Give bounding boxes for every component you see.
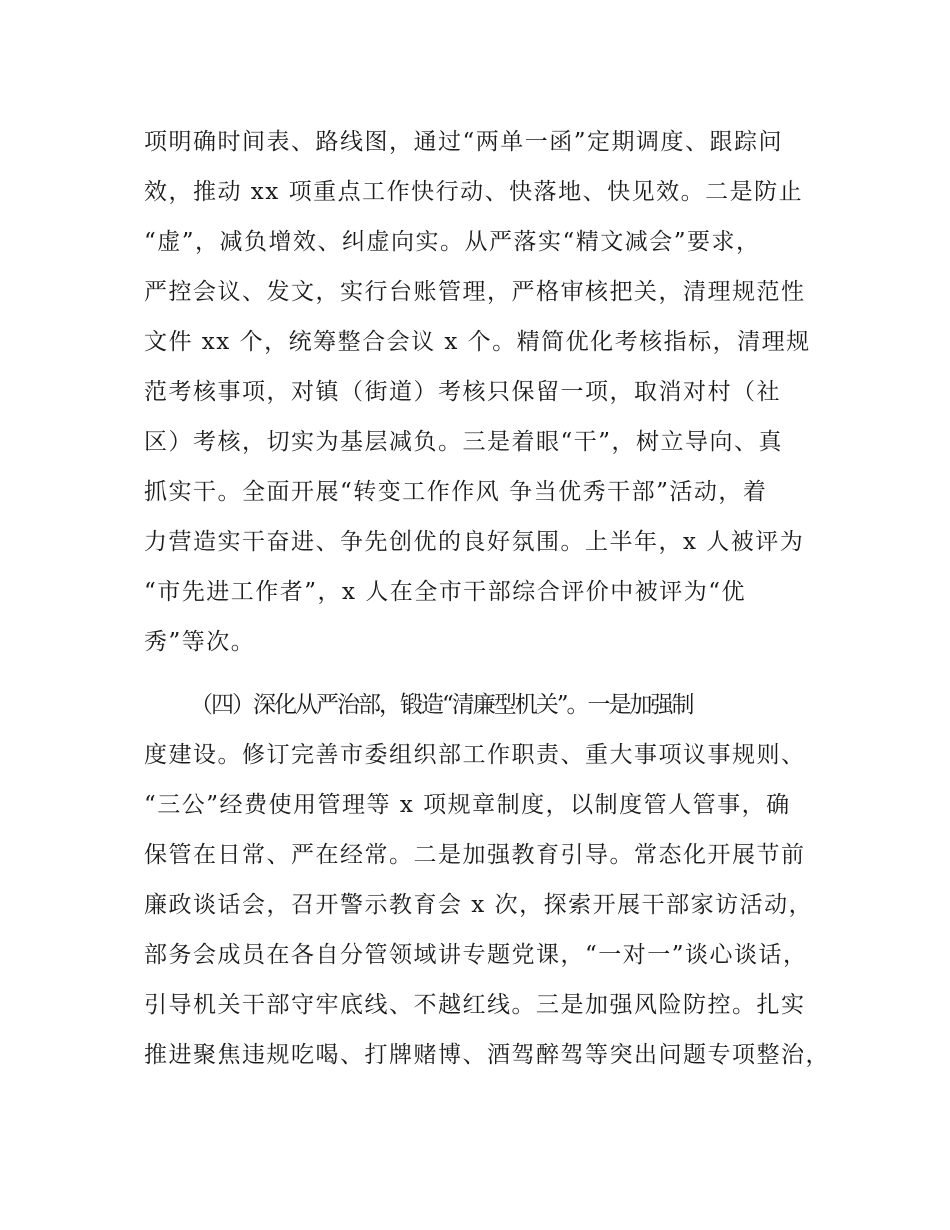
paragraph-1-line-2: 效，推动 xx 项重点工作快行动、快落地、快见效。二是防止 <box>144 179 804 205</box>
paragraph-1-line-7: 区）考核，切实为基层减负。三是着眼“干”，树立导向、真 <box>144 429 784 455</box>
paragraph-1-line-9: 力营造实干奋进、争先创优的良好氛围。上半年，x 人被评为 <box>144 529 805 555</box>
paragraph-2-line-5: 廉政谈话会，召开警示教育会 x 次，探索开展干部家访活动， <box>144 892 814 918</box>
paragraph-2-line-4: 保管在日常、严在经常。二是加强教育引导。常态化开展节前 <box>144 842 806 868</box>
paragraph-2-line-8: 推进聚焦违规吃喝、打牌赌博、酒驾醉驾等突出问题专项整治， <box>144 1042 830 1068</box>
paragraph-2-line-3: “三公”经费使用管理等 x 项规章制度，以制度管人管事，确 <box>144 792 791 818</box>
paragraph-1-line-11: 秀”等次。 <box>144 629 256 655</box>
paragraph-1-line-6: 范考核事项，对镇（街道）考核只保留一项，取消对村（社 <box>144 379 781 405</box>
paragraph-1-line-4: 严控会议、发文，实行台账管理，严格审核把关，清理规范性 <box>144 279 806 305</box>
paragraph-2-line-1: （四）深化从严治部，锻造“清廉型机关”。一是加强制 <box>190 692 693 718</box>
paragraph-2-line-6: 部务会成员在各自分管领域讲专题党课，“一对一”谈心谈话， <box>144 942 808 968</box>
paragraph-1-line-8: 抓实干。全面开展“转变工作作风 争当优秀干部”活动，着 <box>144 479 768 505</box>
paragraph-1-line-5: 文件 xx 个，统筹整合会议 x 个。精简优化考核指标，清理规 <box>144 329 811 355</box>
paragraph-2-line-2: 度建设。修订完善市委组织部工作职责、重大事项议事规则、 <box>144 742 806 768</box>
paragraph-1-line-10: “市先进工作者”，x 人在全市干部综合评价中被评为“优 <box>144 579 747 605</box>
paragraph-1-line-1: 项明确时间表、路线图，通过“两单一函”定期调度、跟踪问 <box>144 129 784 155</box>
paragraph-1-line-3: “虚”，减负增效、纠虚向实。从严落实“精文减会”要求， <box>144 229 761 255</box>
paragraph-2-line-7: 引导机关干部守牢底线、不越红线。三是加强风险防控。扎实 <box>144 992 806 1018</box>
